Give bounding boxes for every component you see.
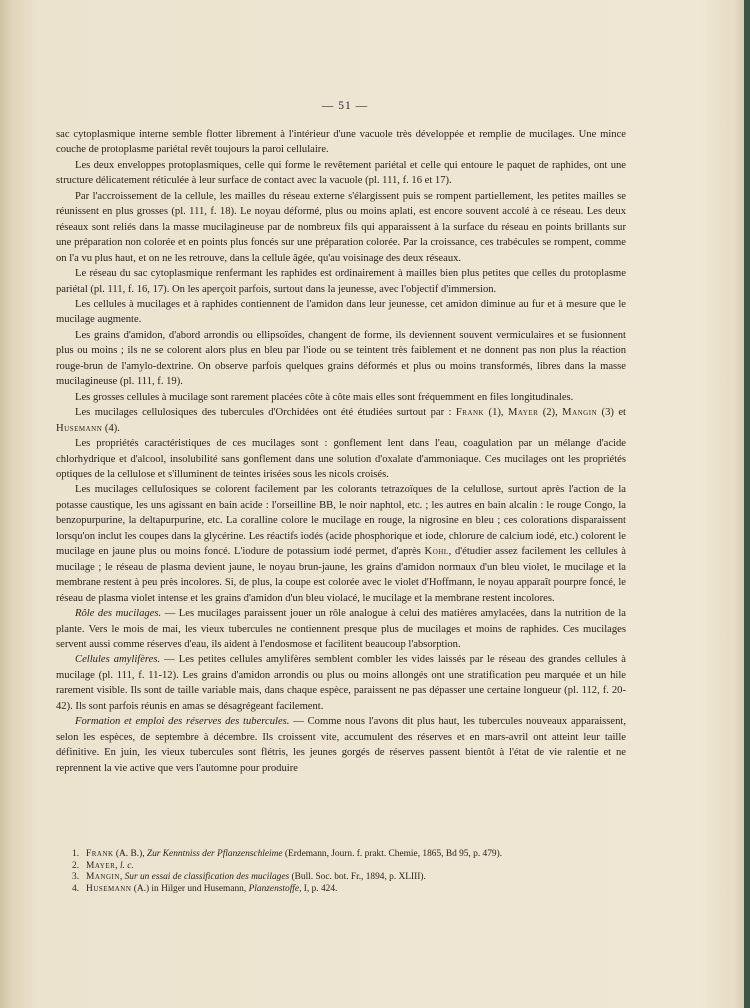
footnote-number: 3. bbox=[72, 872, 80, 882]
text-run: — Comme nous l'avons dit plus haut, les tubercules nouveaux apparaissent, selon les espèces, de septembre à décembre. Ils croissent vite, accumulent des réserves et en mars-avril ont atteint leur taille définitive. En juin, les vieux tubercules sont flétris, les jeunes gorgés de réserves passent bientôt à l'état de vie ralentie et ne reprennent la vie active que vers l'automne pour produire bbox=[56, 716, 627, 774]
paragraph bbox=[56, 189, 626, 266]
text-run: , I, p. 424. bbox=[299, 883, 338, 894]
text-run: Les cellules à mucilages et à raphides contiennent de l'amidon dans leur jeunesse, cet amidon diminue au fur et à mesure que le mucilage augmente. bbox=[56, 298, 626, 326]
text-run: Les propriétés caractéristiques de ces mucilages sont : gonflement lent dans l'eau, coagulation par un mélange d'acide chlorhydrique et d'alcool, insolubilité sans gonflement dans une solution d'oxalate d'ammoniaque. Ces mucilages ont les propriétés optiques de la cellulose et s'illuminent de teintes irisées sous les nicols croisés. bbox=[56, 438, 626, 480]
author-name: Mayer bbox=[86, 860, 116, 871]
text-run: (2), bbox=[538, 407, 563, 419]
footnotes bbox=[72, 849, 632, 895]
text-run: sac cytoplasmique interne semble flotter librement à l'intérieur d'une vacuole très développée et remplie de mucilages. Une mince couche de protoplasme pariétal revêt toujours la paroi cellulaire. bbox=[56, 129, 626, 156]
paragraph bbox=[56, 482, 626, 606]
italic-text: Cellules amylifères. bbox=[75, 654, 161, 666]
author-name: Husemann bbox=[86, 883, 132, 894]
text-run: (4). bbox=[102, 422, 120, 434]
text-run: (3) et bbox=[597, 407, 626, 419]
paragraph bbox=[56, 297, 626, 328]
italic-text: Planzenstoffe bbox=[248, 883, 300, 894]
text-run: , d'étudier assez facilement les cellules à mucilage ; le réseau de plasma devient jaune, le noyau brun-jaune, les grains d'amidon normaux d'un bleu violet, le mucilage et la membrane restent à peu près incolores. Si, de plus, la coupe est colorée avec le violet d'Hoffmann, le noyau apparaît pourpre foncé, le réseau de plasma violet intense et les grains d'amidon d'un bleu violacé, le mucilage et la membrane restent incolores. bbox=[56, 546, 626, 604]
footnote-number: 2. bbox=[72, 860, 80, 871]
author-name: Husemann bbox=[56, 422, 103, 434]
paragraph bbox=[56, 652, 626, 714]
body-text bbox=[56, 127, 626, 776]
binding-edge bbox=[744, 0, 750, 1008]
author-name: Frank bbox=[86, 849, 114, 859]
text-run: Les deux enveloppes protoplasmiques, celle qui forme le revêtement pariétal et celle qui entoure le paquet de raphides, ont une structure délicatement réticulée à leur surface de contact avec la vacuole (pl. 111, f. 16 et 17). bbox=[56, 159, 626, 187]
footnote-number: 1. bbox=[72, 849, 80, 859]
italic-text: Rôle des mucilages. bbox=[75, 608, 162, 620]
text-run: , bbox=[115, 860, 120, 871]
paragraph bbox=[56, 436, 626, 482]
text-run: — Les petites cellules amylifères semblent combler les vides laissés par le réseau des grandes cellules à mucilage (pl. 111, f. 11-12). Les grains d'amidon arrondis ou plus ou moins allongés ont une stratification peu marquée et un hile rarement visible. Ils sont de taille variable mais, dans chaque espèce, paraissent ne pas dépasser une certaine longueur (pl. 112, f. 20-42). Ils sont parfois réunis en amas se désagrégeant facilement. bbox=[56, 654, 626, 712]
paragraph bbox=[56, 390, 626, 405]
author-name: Mangin bbox=[562, 407, 598, 419]
paragraph bbox=[56, 405, 626, 436]
paragraph bbox=[56, 266, 626, 297]
text-run: — Les mucilages paraissent jouer un rôle analogue à celui des matières amylacées, dans la nutrition de la plante. Vers le mois de mai, les vieux tubercules ne contiennent presque plus de mucilages et moins de raphides. Ces mucilages servent aussi comme réserves d'eau, ils aident à l'endosmose et facilitent beaucoup l'absorption. bbox=[56, 608, 626, 650]
author-name: Mangin bbox=[86, 872, 120, 882]
paragraph bbox=[56, 606, 626, 652]
footnote bbox=[72, 861, 632, 873]
footnote bbox=[72, 872, 632, 884]
text-run: Les grains d'amidon, d'abord arrondis ou ellipsoïdes, changent de forme, ils deviennent souvent vermiculaires et se fusionnent plus ou moins ; ils ne se colorent alors plus en bleu par l'iode ou se teintent très faiblement et ne donnent pas non plus la réaction rouge-brun de l'amylo-dextrine. On observe parfois quelques grains déformés et plus ou moins transformés, libres dans la masse mucilagineuse (pl. 111, f. 19). bbox=[56, 329, 626, 388]
italic-text: Zur Kenntniss der Pflanzenschleime bbox=[146, 849, 283, 859]
paragraph bbox=[56, 127, 626, 158]
text-run: (Bull. Soc. bot. Fr., 1894, p. XLIII). bbox=[289, 872, 426, 882]
text-run: Les mucilages cellulosiques se colorent facilement par les colorants tetrazoïques de la celullose, surtout après l'action de la potasse caustique, les uns agissant en bain acide : l'orseilline BB, le noir naphtol, etc. ; les autres en bain alcalin : le rouge Congo, la benzopurpurine, la deltapurpurine, etc. La coralline colore le mucilage en rouge, la nigrosine en bleu ; ces colorations disparaissent lorsqu'on inclut les coupes dans la glycérine. Les réactifs iodés (acide phosphorique et iode, chlorure de calcium iodé, etc.) colorent le mucilage en jaune plus ou moins foncé. L'iodure de potassium iodé permet, d'après bbox=[56, 484, 626, 558]
italic-text: l. c. bbox=[119, 860, 134, 871]
paragraph bbox=[56, 328, 626, 390]
italic-text: Formation et emploi des réserves des tubercules. bbox=[75, 716, 290, 728]
text-run: Par l'accroissement de la cellule, les mailles du réseau externe s'élargissent puis se rompent partiellement, les petites mailles se réunissent en plus grosses (pl. 111, f. 18). Le noyau déformé, plus ou moins aplati, est encore souvent accolé à ce réseau. Les deux réseaux sont reliés dans la masse mucilagineuse par de nombreux fils qui apparaissent à la surface du réseau en points brillants sur une préparation non colorée et en points plus foncés sur une préparation colorée. Par la croissance, ces trabécules se rompent, comme on l'a vu plus haut, et on ne les retrouve, dans la cellule âgée, qu'au voisinage des deux réseaux. bbox=[56, 190, 626, 264]
text-run: (A. B.), bbox=[113, 849, 147, 859]
footnote bbox=[72, 849, 632, 861]
text-run: (A.) in Hilger und Husemann, bbox=[131, 883, 249, 894]
paragraph bbox=[56, 158, 626, 189]
text-run: (Erdemann, Journ. f. prakt. Chemie, 1865, Bd 95, p. 479). bbox=[282, 849, 503, 859]
text-run: Les grosses cellules à mucilage sont rarement placées côte à côte mais elles sont fréquemment en files longitudinales. bbox=[75, 391, 574, 403]
author-name: Frank bbox=[455, 407, 485, 419]
text-run: (1), bbox=[484, 407, 508, 419]
footnote bbox=[72, 884, 632, 896]
text-run: , bbox=[119, 872, 125, 882]
italic-text: Sur un essai de classification des mucilages bbox=[124, 872, 290, 882]
author-name: Kohl bbox=[424, 546, 449, 558]
paragraph bbox=[56, 714, 626, 776]
text-run: Le réseau du sac cytoplasmique renfermant les raphides est ordinairement à mailles bien plus petites que celles du protoplasme pariétal (pl. 111, f. 16, 17). On les aperçoit parfois, surtout dans la jeunesse, avec l'objectif d'immersion. bbox=[56, 268, 626, 295]
author-name: Mayer bbox=[507, 407, 539, 419]
footnote-number: 4. bbox=[72, 883, 80, 894]
text-run: Les mucilages cellulosiques des tubercules d'Orchidées ont été étudiées surtout par : bbox=[75, 407, 456, 419]
page-number: — 51 — bbox=[321, 100, 369, 112]
